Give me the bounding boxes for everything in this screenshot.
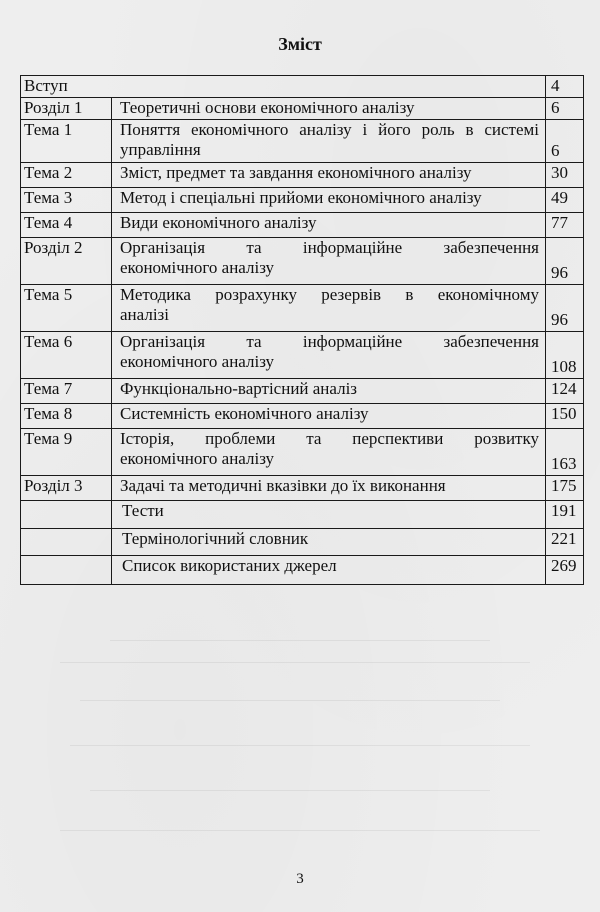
toc-entry-title [112, 238, 546, 285]
toc-page-number: 96 [546, 285, 584, 332]
toc-row [21, 98, 584, 120]
toc-row [21, 332, 584, 379]
toc-page-number: 96 [546, 238, 584, 285]
toc-label: Тема 3 [21, 188, 112, 213]
page-title: Зміст [278, 34, 322, 54]
toc-label: Тема 8 [21, 404, 112, 429]
toc-entry-title: Теоретичні основи економічного аналізу [112, 98, 546, 120]
toc-entry-line: аналізі [120, 305, 169, 324]
toc-label: Тема 4 [21, 213, 112, 238]
toc-entry-title [112, 285, 546, 332]
toc-row [21, 120, 584, 163]
toc-page-number: 77 [546, 213, 584, 238]
toc-label: Тема 9 [21, 429, 112, 476]
toc-entry-title: Види економічного аналізу [112, 213, 546, 238]
toc-row [21, 529, 584, 556]
toc-entry-title: Метод і спеціальні прийоми економічного аналізу [112, 188, 546, 213]
toc-label: Тема 2 [21, 163, 112, 188]
toc-page-number: 4 [546, 76, 584, 98]
toc-page-number: 163 [546, 429, 584, 476]
toc-entry-line: управління [120, 140, 201, 159]
toc-entry-title: Зміст, предмет та завдання економічного аналізу [112, 163, 546, 188]
toc-entry-title [112, 332, 546, 379]
toc-label: Тема 1 [21, 120, 112, 163]
toc-page-number: 49 [546, 188, 584, 213]
toc-row [21, 429, 584, 476]
toc-label: Розділ 1 [21, 98, 112, 120]
toc-row [21, 188, 584, 213]
toc-entry-title: Список використаних джерел [112, 556, 546, 585]
toc-body [21, 76, 584, 585]
toc-row [21, 76, 584, 98]
toc-page-number: 175 [546, 476, 584, 501]
toc-page-number: 6 [546, 120, 584, 163]
toc-entry-title: Функціонально-вартісний аналіз [112, 379, 546, 404]
toc-row [21, 476, 584, 501]
toc-entry-title: Термінологічний словник [112, 529, 546, 556]
toc-row [21, 501, 584, 529]
toc-label: Тема 5 [21, 285, 112, 332]
toc-page-number: 30 [546, 163, 584, 188]
toc-page-number: 269 [546, 556, 584, 585]
toc-label [21, 556, 112, 585]
toc-label: Тема 6 [21, 332, 112, 379]
toc-page-number: 150 [546, 404, 584, 429]
toc-entry-line: Методика розрахунку резервів в економічному [120, 285, 539, 304]
toc-row [21, 556, 584, 585]
toc-row [21, 285, 584, 332]
table-of-contents [20, 75, 584, 585]
toc-entry-title: Тести [112, 501, 546, 529]
toc-entry-line: економічного аналізу [120, 352, 275, 371]
toc-page-number: 6 [546, 98, 584, 120]
toc-entry-line: Поняття економічного аналізу і його роль в системі [120, 120, 539, 139]
toc-page-number: 108 [546, 332, 584, 379]
page-number: 3 [296, 871, 304, 887]
toc-page-number: 124 [546, 379, 584, 404]
toc-row [21, 213, 584, 238]
toc-label: Тема 7 [21, 379, 112, 404]
toc-entry-line: Організація та інформаційне забезпечення [120, 238, 539, 257]
toc-page-number: 221 [546, 529, 584, 556]
toc-entry-title: Задачі та методичні вказівки до їх виконання [112, 476, 546, 501]
toc-label [21, 501, 112, 529]
toc-label [21, 529, 112, 556]
toc-entry-line: економічного аналізу [120, 449, 275, 468]
toc-row [21, 163, 584, 188]
toc-label: Розділ 3 [21, 476, 112, 501]
toc-label: Вступ [21, 76, 546, 98]
toc-entry-line: Організація та інформаційне забезпечення [120, 332, 539, 351]
toc-page-number: 191 [546, 501, 584, 529]
toc-row [21, 404, 584, 429]
toc-entry-title [112, 120, 546, 163]
toc-label: Розділ 2 [21, 238, 112, 285]
toc-entry-line: Історія, проблеми та перспективи розвитку [120, 429, 539, 448]
toc-entry-line: економічного аналізу [120, 258, 275, 277]
toc-row [21, 379, 584, 404]
toc-entry-title: Системність економічного аналізу [112, 404, 546, 429]
toc-row [21, 238, 584, 285]
toc-entry-title [112, 429, 546, 476]
